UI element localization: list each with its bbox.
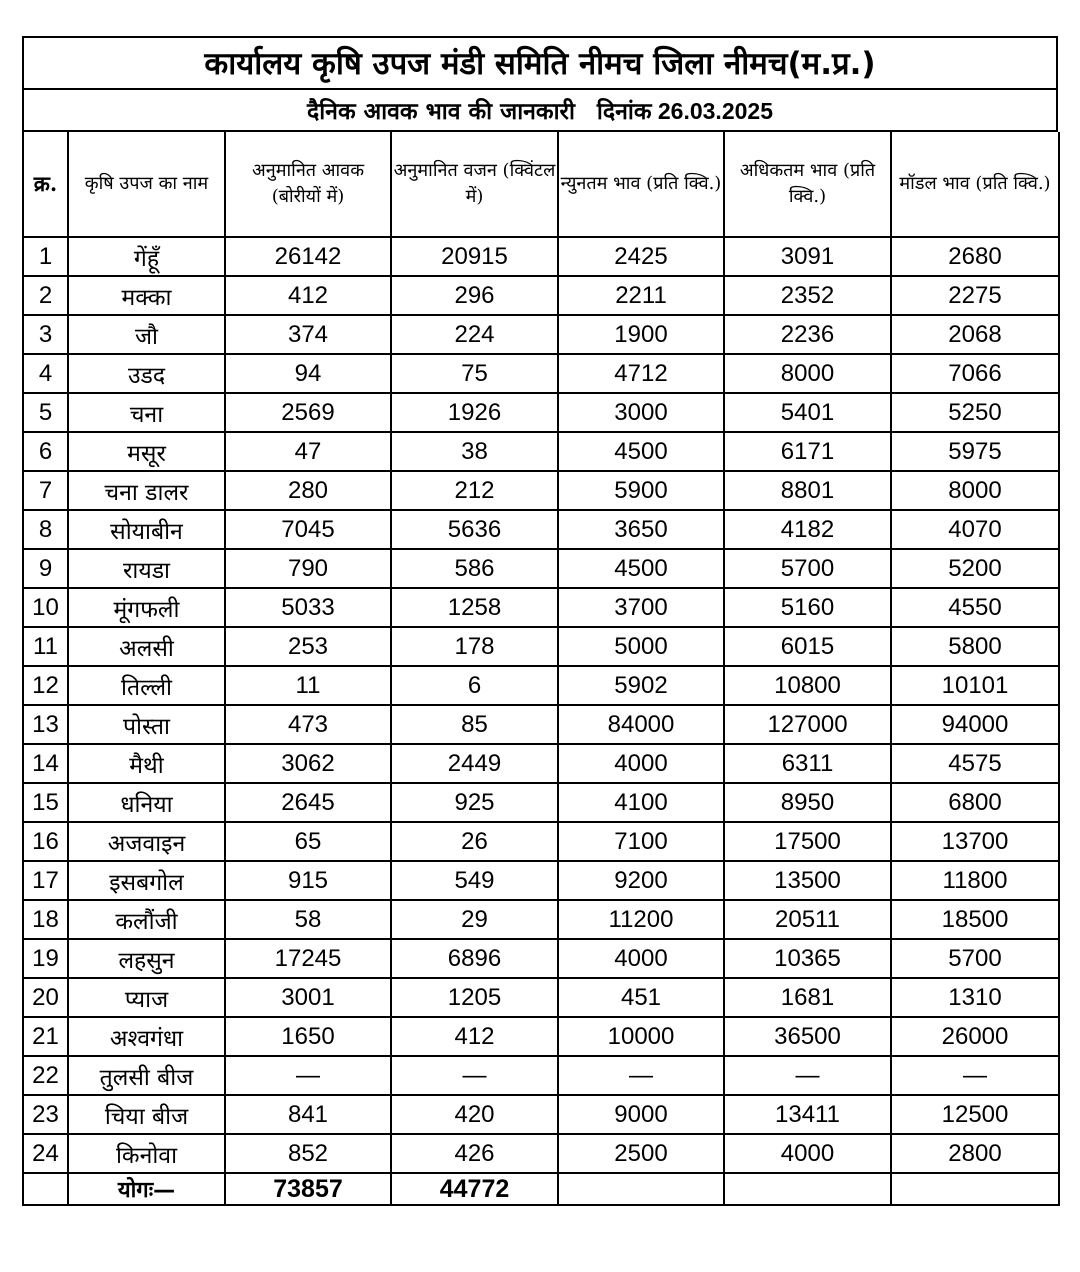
table-row — [23, 1134, 1059, 1173]
cell-weight: 20915 — [391, 237, 558, 276]
cell-name: चिया बीज — [68, 1095, 225, 1134]
cell-min: 4000 — [558, 939, 724, 978]
cell-modal: 4550 — [891, 588, 1059, 627]
cell-arrival: 915 — [225, 861, 391, 900]
cell-weight: 29 — [391, 900, 558, 939]
cell-sn: 5 — [23, 393, 68, 432]
cell-weight: 75 — [391, 354, 558, 393]
cell-arrival: 7045 — [225, 510, 391, 549]
cell-weight: 549 — [391, 861, 558, 900]
cell-name: तिल्ली — [68, 666, 225, 705]
cell-sn: 7 — [23, 471, 68, 510]
cell-weight: 1258 — [391, 588, 558, 627]
table-row — [23, 276, 1059, 315]
cell-modal: 26000 — [891, 1017, 1059, 1056]
cell-sn: 3 — [23, 315, 68, 354]
cell-max: 6015 — [724, 627, 891, 666]
cell-max: 5700 — [724, 549, 891, 588]
cell-modal: 2800 — [891, 1134, 1059, 1173]
cell-arrival: 26142 — [225, 237, 391, 276]
cell-modal: 13700 — [891, 822, 1059, 861]
table-row — [23, 744, 1059, 783]
cell-arrival: 58 — [225, 900, 391, 939]
cell-max: 5160 — [724, 588, 891, 627]
cell-arrival: — — [225, 1056, 391, 1095]
cell-arrival: 3001 — [225, 978, 391, 1017]
cell-weight: 38 — [391, 432, 558, 471]
cell-weight: 586 — [391, 549, 558, 588]
cell-weight: 178 — [391, 627, 558, 666]
report-sheet — [22, 36, 1058, 1206]
table-row — [23, 471, 1059, 510]
cell-name: अजवाइन — [68, 822, 225, 861]
cell-arrival: 253 — [225, 627, 391, 666]
cell-modal: 12500 — [891, 1095, 1059, 1134]
table-row — [23, 939, 1059, 978]
table-row — [23, 315, 1059, 354]
cell-max: 8950 — [724, 783, 891, 822]
cell-arrival: 94 — [225, 354, 391, 393]
cell-min: 451 — [558, 978, 724, 1017]
cell-modal: 4575 — [891, 744, 1059, 783]
table-row — [23, 627, 1059, 666]
table-row — [23, 432, 1059, 471]
cell-weight: 6896 — [391, 939, 558, 978]
cell-max: — — [724, 1056, 891, 1095]
cell-weight: 2449 — [391, 744, 558, 783]
cell-weight: 1926 — [391, 393, 558, 432]
cell-modal: 1310 — [891, 978, 1059, 1017]
cell-min: 1900 — [558, 315, 724, 354]
cell-weight: 296 — [391, 276, 558, 315]
cell-min: 9200 — [558, 861, 724, 900]
table-row — [23, 666, 1059, 705]
cell-arrival: 2569 — [225, 393, 391, 432]
col-header-min: न्युनतम भाव (प्रति क्वि.) — [558, 132, 724, 237]
total-empty-cell — [558, 1173, 724, 1205]
cell-modal: 2275 — [891, 276, 1059, 315]
cell-max: 13411 — [724, 1095, 891, 1134]
cell-name: इसबगोल — [68, 861, 225, 900]
cell-max: 127000 — [724, 705, 891, 744]
cell-weight: 412 — [391, 1017, 558, 1056]
cell-weight: 420 — [391, 1095, 558, 1134]
cell-weight: 26 — [391, 822, 558, 861]
cell-sn: 16 — [23, 822, 68, 861]
cell-arrival: 17245 — [225, 939, 391, 978]
cell-sn: 17 — [23, 861, 68, 900]
cell-arrival: 280 — [225, 471, 391, 510]
col-header-sn: क्र. — [23, 132, 68, 237]
cell-sn: 10 — [23, 588, 68, 627]
cell-sn: 2 — [23, 276, 68, 315]
cell-sn: 21 — [23, 1017, 68, 1056]
cell-arrival: 5033 — [225, 588, 391, 627]
cell-modal: 18500 — [891, 900, 1059, 939]
cell-arrival: 47 — [225, 432, 391, 471]
table-row — [23, 393, 1059, 432]
cell-name: रायडा — [68, 549, 225, 588]
cell-arrival: 11 — [225, 666, 391, 705]
total-sn-cell — [23, 1173, 68, 1205]
cell-name: लहसुन — [68, 939, 225, 978]
table-row — [23, 783, 1059, 822]
table-body — [23, 237, 1059, 1173]
cell-weight: 212 — [391, 471, 558, 510]
cell-modal: 5200 — [891, 549, 1059, 588]
cell-name: मूंगफली — [68, 588, 225, 627]
cell-name: गेंहूँ — [68, 237, 225, 276]
cell-max: 8000 — [724, 354, 891, 393]
cell-name: मक्का — [68, 276, 225, 315]
cell-arrival: 1650 — [225, 1017, 391, 1056]
cell-sn: 12 — [23, 666, 68, 705]
total-arrival: 73857 — [225, 1173, 391, 1205]
cell-sn: 19 — [23, 939, 68, 978]
cell-sn: 6 — [23, 432, 68, 471]
cell-max: 6311 — [724, 744, 891, 783]
cell-weight: 426 — [391, 1134, 558, 1173]
total-weight: 44772 — [391, 1173, 558, 1205]
col-header-max: अधिकतम भाव (प्रति क्वि.) — [724, 132, 891, 237]
cell-name: प्याज — [68, 978, 225, 1017]
cell-name: चना — [68, 393, 225, 432]
cell-sn: 8 — [23, 510, 68, 549]
table-row — [23, 861, 1059, 900]
cell-arrival: 412 — [225, 276, 391, 315]
cell-sn: 20 — [23, 978, 68, 1017]
cell-modal: 5250 — [891, 393, 1059, 432]
cell-name: तुलसी बीज — [68, 1056, 225, 1095]
cell-max: 10800 — [724, 666, 891, 705]
cell-max: 17500 — [724, 822, 891, 861]
cell-min: 4712 — [558, 354, 724, 393]
cell-name: चना डालर — [68, 471, 225, 510]
table-row — [23, 588, 1059, 627]
cell-sn: 4 — [23, 354, 68, 393]
cell-modal: 5800 — [891, 627, 1059, 666]
table-row — [23, 705, 1059, 744]
cell-modal: 2068 — [891, 315, 1059, 354]
table-row — [23, 978, 1059, 1017]
col-header-weight: अनुमानित वजन (क्विंटल में) — [391, 132, 558, 237]
cell-max: 20511 — [724, 900, 891, 939]
cell-name: अलसी — [68, 627, 225, 666]
cell-min: 5902 — [558, 666, 724, 705]
cell-min: 11200 — [558, 900, 724, 939]
cell-modal: — — [891, 1056, 1059, 1095]
table-row — [23, 354, 1059, 393]
report-subtitle-text: दैनिक आवक भाव की जानकारी — [307, 99, 575, 125]
cell-arrival: 2645 — [225, 783, 391, 822]
table-row — [23, 900, 1059, 939]
report-subtitle — [22, 90, 1058, 132]
cell-arrival: 3062 — [225, 744, 391, 783]
cell-arrival: 841 — [225, 1095, 391, 1134]
table-row — [23, 549, 1059, 588]
cell-arrival: 65 — [225, 822, 391, 861]
cell-sn: 11 — [23, 627, 68, 666]
cell-max: 13500 — [724, 861, 891, 900]
cell-max: 8801 — [724, 471, 891, 510]
cell-min: 3650 — [558, 510, 724, 549]
office-title: कार्यालय कृषि उपज मंडी समिति नीमच जिला नीमच(म.प्र.) — [22, 36, 1058, 90]
cell-weight: 85 — [391, 705, 558, 744]
cell-min: 4500 — [558, 432, 724, 471]
cell-modal: 6800 — [891, 783, 1059, 822]
total-empty-cell — [724, 1173, 891, 1205]
cell-max: 36500 — [724, 1017, 891, 1056]
cell-modal: 5700 — [891, 939, 1059, 978]
cell-min: 84000 — [558, 705, 724, 744]
table-row — [23, 1017, 1059, 1056]
cell-modal: 10101 — [891, 666, 1059, 705]
cell-max: 10365 — [724, 939, 891, 978]
cell-sn: 18 — [23, 900, 68, 939]
cell-weight: 5636 — [391, 510, 558, 549]
cell-min: 7100 — [558, 822, 724, 861]
cell-weight: 224 — [391, 315, 558, 354]
cell-name: उडद — [68, 354, 225, 393]
cell-sn: 1 — [23, 237, 68, 276]
cell-name: पोस्ता — [68, 705, 225, 744]
cell-name: मसूर — [68, 432, 225, 471]
table-row — [23, 1095, 1059, 1134]
cell-arrival: 790 — [225, 549, 391, 588]
cell-min: 2500 — [558, 1134, 724, 1173]
table-row — [23, 237, 1059, 276]
total-row — [23, 1173, 1059, 1205]
cell-sn: 13 — [23, 705, 68, 744]
cell-arrival: 473 — [225, 705, 391, 744]
cell-max: 2236 — [724, 315, 891, 354]
cell-name: किनोवा — [68, 1134, 225, 1173]
cell-min: 2425 — [558, 237, 724, 276]
cell-min: 9000 — [558, 1095, 724, 1134]
cell-min: 4100 — [558, 783, 724, 822]
cell-sn: 9 — [23, 549, 68, 588]
cell-max: 4182 — [724, 510, 891, 549]
cell-min: 3000 — [558, 393, 724, 432]
cell-name: मैथी — [68, 744, 225, 783]
cell-min: 5000 — [558, 627, 724, 666]
cell-modal: 11800 — [891, 861, 1059, 900]
cell-max: 3091 — [724, 237, 891, 276]
cell-modal: 4070 — [891, 510, 1059, 549]
cell-name: जौ — [68, 315, 225, 354]
cell-max: 2352 — [724, 276, 891, 315]
cell-min: 5900 — [558, 471, 724, 510]
cell-max: 1681 — [724, 978, 891, 1017]
cell-max: 5401 — [724, 393, 891, 432]
cell-min: 4000 — [558, 744, 724, 783]
cell-weight: 1205 — [391, 978, 558, 1017]
cell-sn: 15 — [23, 783, 68, 822]
table-row — [23, 822, 1059, 861]
cell-max: 6171 — [724, 432, 891, 471]
cell-weight: 6 — [391, 666, 558, 705]
cell-min: 10000 — [558, 1017, 724, 1056]
cell-sn: 24 — [23, 1134, 68, 1173]
cell-name: धनिया — [68, 783, 225, 822]
cell-modal: 7066 — [891, 354, 1059, 393]
cell-name: सोयाबीन — [68, 510, 225, 549]
col-header-arrival: अनुमानित आवक (बोरीयों में) — [225, 132, 391, 237]
cell-modal: 2680 — [891, 237, 1059, 276]
cell-name: कलौंजी — [68, 900, 225, 939]
total-label: योगः— — [68, 1173, 225, 1205]
cell-weight: 925 — [391, 783, 558, 822]
cell-max: 4000 — [724, 1134, 891, 1173]
col-header-modal: मॉडल भाव (प्रति क्वि.) — [891, 132, 1059, 237]
cell-min: 4500 — [558, 549, 724, 588]
table-header-row — [23, 132, 1059, 237]
table-row — [23, 510, 1059, 549]
cell-name: अश्वगंधा — [68, 1017, 225, 1056]
cell-sn: 23 — [23, 1095, 68, 1134]
table-row — [23, 1056, 1059, 1095]
total-empty-cell — [891, 1173, 1059, 1205]
cell-sn: 14 — [23, 744, 68, 783]
cell-arrival: 374 — [225, 315, 391, 354]
cell-weight: — — [391, 1056, 558, 1095]
arrival-price-table — [22, 132, 1060, 1206]
cell-min: 3700 — [558, 588, 724, 627]
cell-arrival: 852 — [225, 1134, 391, 1173]
cell-modal: 5975 — [891, 432, 1059, 471]
col-header-name: कृषि उपज का नाम — [68, 132, 225, 237]
cell-modal: 94000 — [891, 705, 1059, 744]
report-date: दिनांक 26.03.2025 — [596, 98, 773, 124]
cell-min: — — [558, 1056, 724, 1095]
cell-modal: 8000 — [891, 471, 1059, 510]
cell-min: 2211 — [558, 276, 724, 315]
cell-sn: 22 — [23, 1056, 68, 1095]
